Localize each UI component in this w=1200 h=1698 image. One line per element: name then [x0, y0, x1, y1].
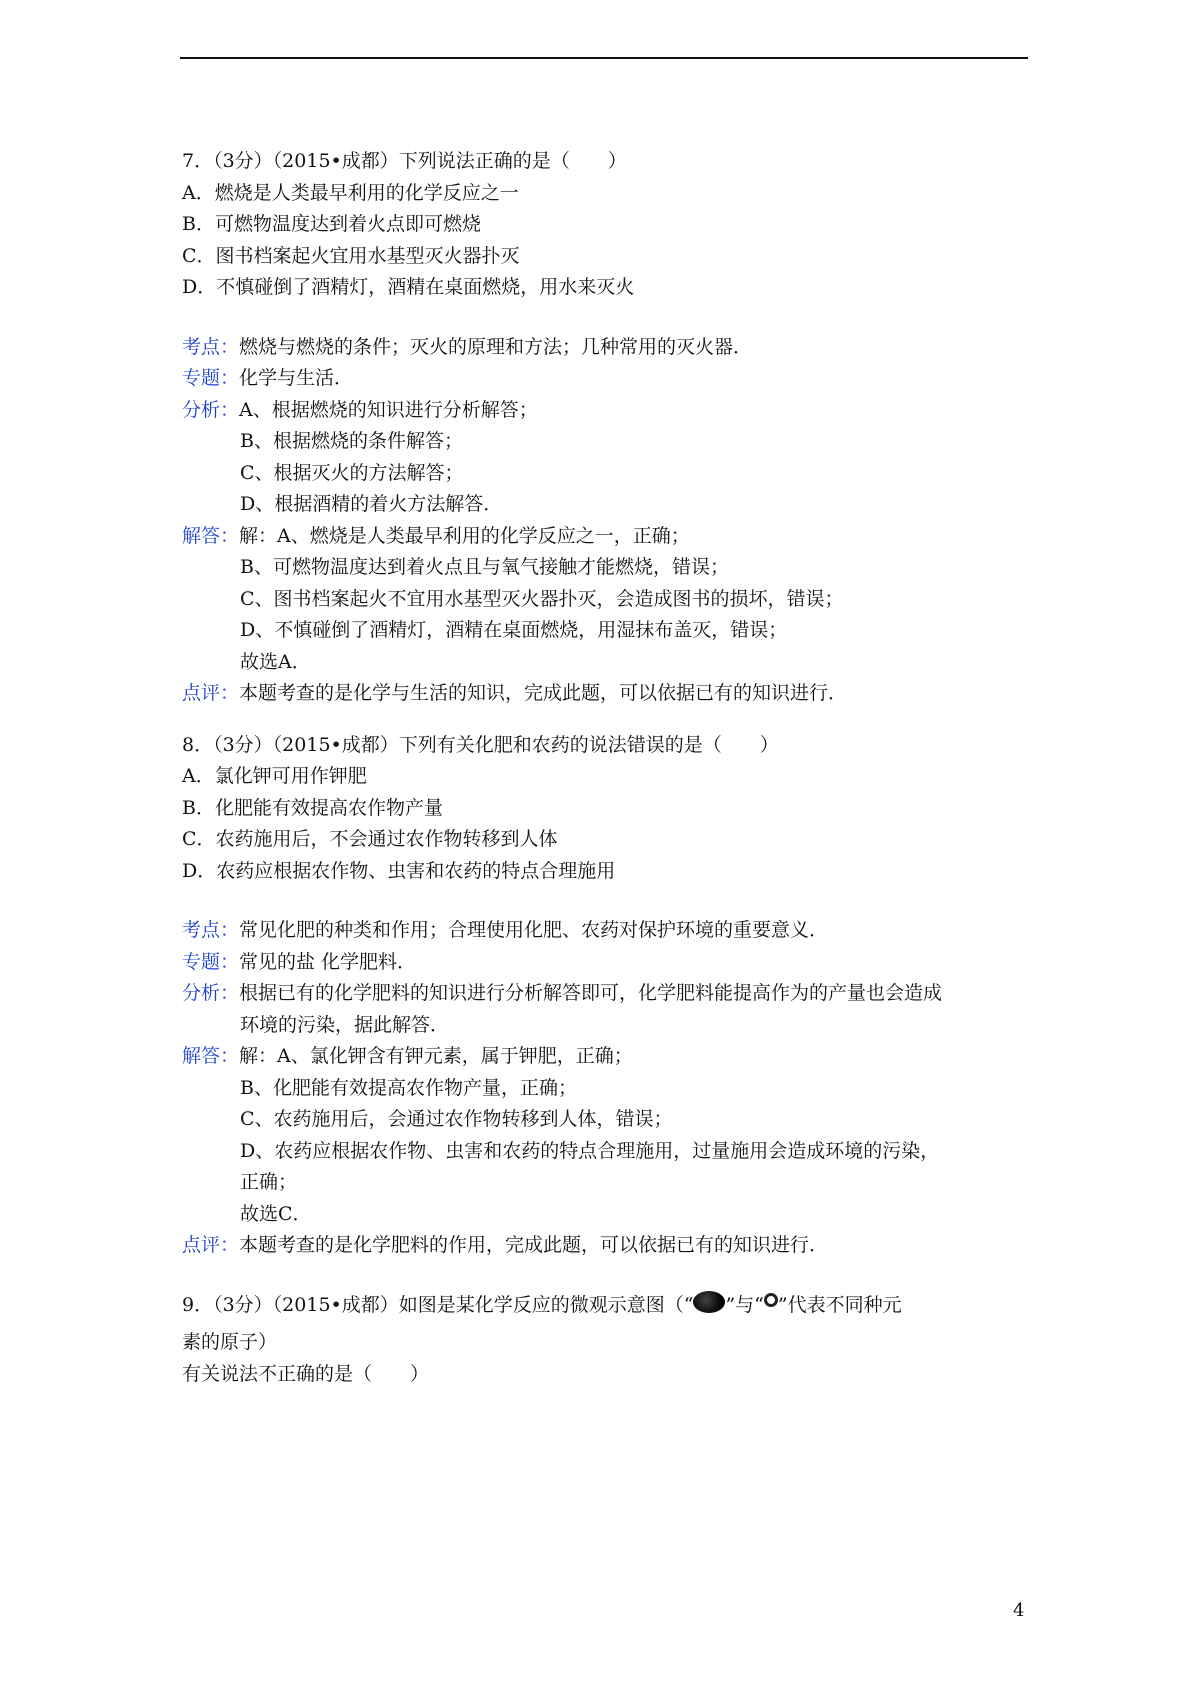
- q8-jieda-c: C、农药施用后，会通过农作物转移到人体，错误；: [240, 1108, 673, 1130]
- q7-jieda-b: B、可燃物温度达到着火点且与氧气接触才能燃烧，错误；: [240, 556, 729, 578]
- q7-stem: 7．（3分）（2015•成都）下列说法正确的是（ ）: [182, 150, 627, 172]
- q8-fenxi-text-1: 根据已有的化学肥料的知识进行分析解答即可，化学肥料能提高作为的产量也会造成: [239, 982, 943, 1004]
- q8-option-c: C．农药施用后，不会通过农作物转移到人体: [182, 828, 558, 850]
- q7-option-c: C．图书档案起火宜用水基型灭火器扑灭: [182, 244, 520, 267]
- page-content: [182, 146, 1042, 1390]
- q8-kaodian-label: 考点：: [182, 919, 240, 941]
- q8-dianping-label: 点评：: [182, 1234, 240, 1256]
- q8-stem: 8．（3分）（2015•成都）下列有关化肥和农药的说法错误的是（ ）: [182, 733, 779, 756]
- q8-zhuanti-text: 常见的盐 化学肥料．: [239, 950, 417, 973]
- q8-dianping-text: 本题考查的是化学肥料的作用，完成此题，可以依据已有的知识进行．: [239, 1234, 829, 1256]
- q7-fenxi: [182, 395, 1042, 427]
- q8-jieda-d: D、农药应根据农作物、虫害和农药的特点合理施用，过量施用会造成环境的污染，: [240, 1139, 940, 1162]
- q8-jieda-b: B、化肥能有效提高农作物产量，正确；: [240, 1076, 577, 1099]
- q8-fenxi-text-2: 环境的污染，据此解答．: [240, 1013, 450, 1036]
- q7-dianping-text: 本题考查的是化学与生活的知识，完成此题，可以依据已有的知识进行．: [239, 682, 848, 704]
- q7-zhuanti-label: 专题：: [182, 367, 240, 389]
- q8-kaodian-text: 常见化肥的种类和作用；合理使用化肥、农药对保护环境的重要意义．: [239, 919, 829, 941]
- q7-kaodian-label: 考点：: [182, 335, 240, 358]
- dark-atom-icon: [693, 1291, 725, 1313]
- q7-option-b: B．可燃物温度达到着火点即可燃烧: [182, 213, 481, 235]
- q7-jieda-label: 解答：: [182, 524, 240, 547]
- q7-dianping: [182, 678, 1042, 710]
- q7-fenxi-a: A、根据燃烧的知识进行分析解答；: [239, 398, 538, 421]
- q8-kaodian: [182, 915, 1042, 947]
- q7-kaodian: [182, 332, 1042, 364]
- q7-option-d: D．不慎碰倒了酒精灯，酒精在桌面燃烧，用水来灭火: [182, 276, 635, 298]
- q7-fenxi-b: B、根据燃烧的条件解答；: [240, 430, 463, 452]
- q7-jieda-answer: 故选A．: [240, 650, 311, 673]
- q7-jieda-c: C、图书档案起火不宜用水基型灭火器扑灭，会造成图书的损坏，错误；: [240, 587, 844, 610]
- q8-jieda-answer: 故选C．: [240, 1202, 312, 1225]
- q8-option-b: B．化肥能有效提高农作物产量: [182, 796, 443, 819]
- q7-jieda-d: D、不慎碰倒了酒精灯，酒精在桌面燃烧，用湿抹布盖灭，错误；: [240, 619, 788, 641]
- q7-dianping-label: 点评：: [182, 682, 240, 704]
- q7-kaodian-text: 燃烧与燃烧的条件；灭火的原理和方法；几种常用的灭火器．: [239, 335, 753, 358]
- page-number: 4: [1013, 1600, 1025, 1621]
- q8-zhuanti: [182, 947, 1042, 979]
- q8-option-a: A．氯化钾可用作钾肥: [182, 765, 367, 787]
- q7-zhuanti-text: 化学与生活．: [239, 367, 354, 389]
- q9-question: 有关说法不正确的是（ ）: [182, 1362, 430, 1385]
- q8-jieda-d-cont: 正确；: [240, 1171, 298, 1193]
- q7-jieda-a: 解：A、燃烧是人类最早利用的化学反应之一，正确；: [239, 524, 690, 547]
- q7-fenxi-c: C、根据灭火的方法解答；: [240, 461, 464, 484]
- q9-stem-b: ”与“: [725, 1293, 764, 1316]
- q8-dianping: [182, 1230, 1042, 1262]
- q9-stem: [182, 1290, 1042, 1322]
- q9-stem-c: ”代表不同种元: [777, 1293, 902, 1316]
- q7-zhuanti: [182, 363, 1042, 395]
- q8-fenxi-label: 分析：: [182, 982, 240, 1004]
- q9-stem-cont: 素的原子）: [182, 1331, 278, 1353]
- header-rule: [180, 57, 1028, 59]
- q7-fenxi-d: D、根据酒精的着火方法解答．: [240, 493, 503, 515]
- q8-fenxi: [182, 978, 1042, 1010]
- q9-stem-a: 9．（3分）（2015•成都）如图是某化学反应的微观示意图（“: [182, 1293, 694, 1316]
- q8-jieda-a: 解：A、氯化钾含有钾元素，属于钾肥，正确；: [239, 1045, 633, 1067]
- q7-option-a: A．燃烧是人类最早利用的化学反应之一: [182, 181, 519, 204]
- q8-option-d: D．农药应根据农作物、虫害和农药的特点合理施用: [182, 859, 616, 882]
- q7-fenxi-label: 分析：: [182, 398, 240, 421]
- q8-jieda: [182, 1041, 1042, 1073]
- q8-zhuanti-label: 专题：: [182, 950, 240, 973]
- q7-jieda: [182, 521, 1042, 553]
- q8-jieda-label: 解答：: [182, 1045, 240, 1067]
- light-atom-icon: [764, 1293, 778, 1307]
